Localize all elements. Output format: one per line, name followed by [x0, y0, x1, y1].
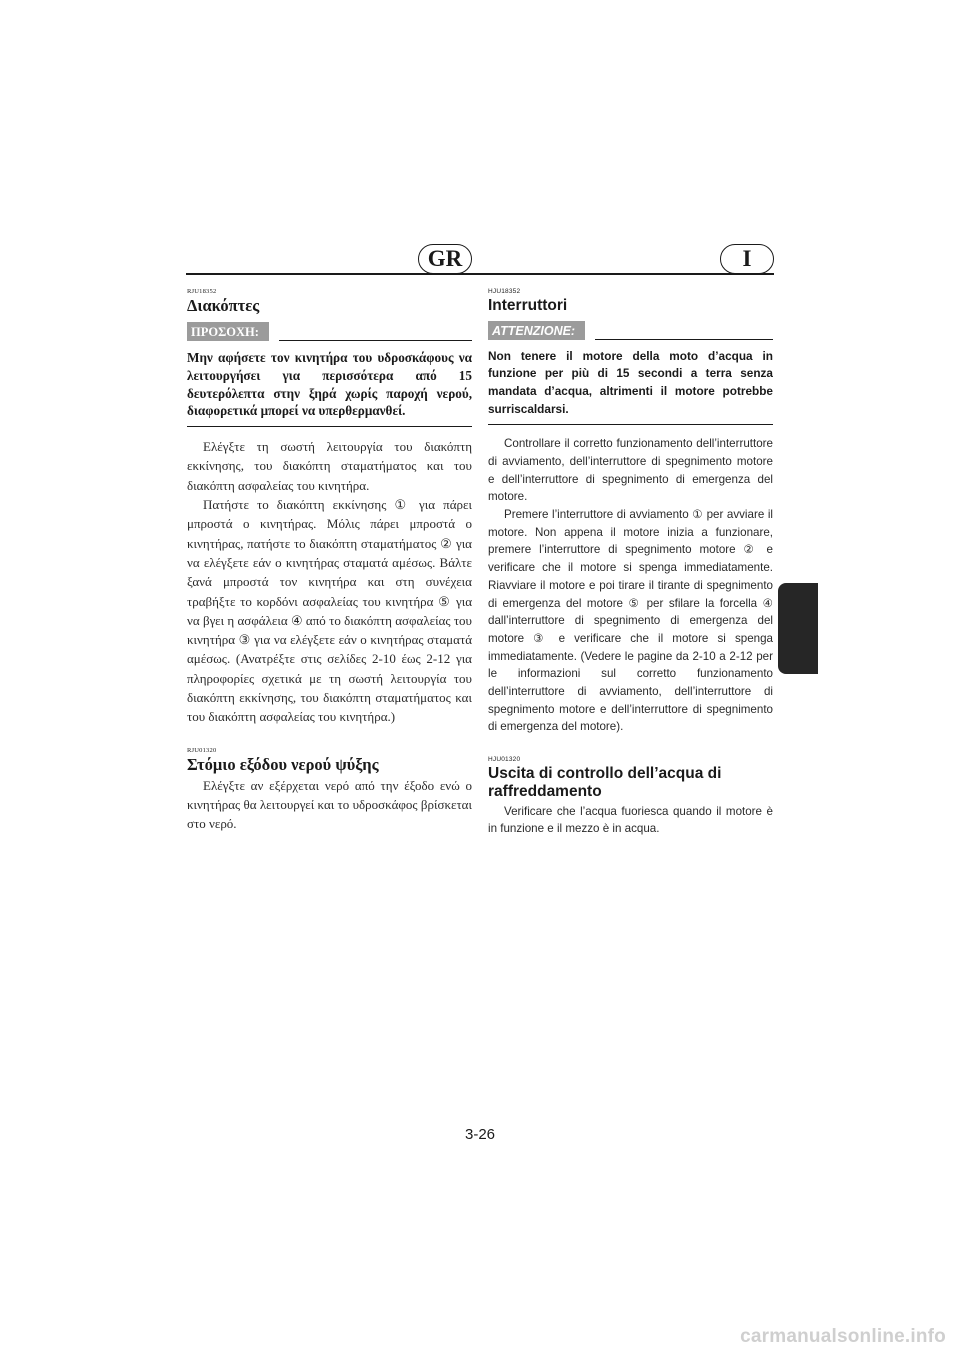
section-title: Διακόπτες [187, 296, 260, 315]
warning-header [488, 321, 773, 340]
body-paragraph: Verificare che l’acqua fuoriesca quando il motore è in funzione e il mezzo è in acqua. [488, 804, 773, 836]
page-number: 3-26 [464, 1126, 496, 1143]
language-badge-greek: GR [418, 244, 472, 274]
body-paragraph: Controllare il corretto funzionamento dell’interruttore di avviamento, dell’interruttore di spegnimento motore e dell’interruttore di spegnimento di emergenza del motore. [488, 437, 773, 504]
body-paragraph: Ελέγξτε τη σωστή λειτουργία του διακόπτη εκκίνησης, του διακόπτη σταματήματος και του διακόπτη ασφαλείας του κινητήρα. [187, 439, 472, 493]
warning-header [187, 322, 472, 341]
section-title: Uscita di controllo dell’acqua di raffreddamento [488, 765, 722, 800]
body-paragraph: Ελέγξτε αν εξέρχεται νερό από την έξοδο ενώ ο κινητήρας θα λειτουργεί και το υδροσκάφος βρίσκεται στο νερό. [187, 777, 472, 832]
italian-column [488, 288, 773, 838]
section-title: Interruttori [488, 297, 568, 314]
greek-column [187, 288, 472, 833]
body-paragraph: Πατήστε το διακόπτη εκκίνησης ① για πάρει μπροστά ο κινητήρας. Μόλις πάρει μπροστά ο κινητήρας, πατήστε το διακόπτη σταματήματος ② για να ελέγξετε εάν ο κινητήρας σταματά αμέσως. Βάλτε ξανά μπροστά τον κινητήρα και στη συνέχεια τραβήξτε το κορδόνι ασφαλείας του κινητήρα ⑤ για να βγει η ασφάλεια ④ από το διακόπτη ασφαλείας του κινητήρα ③ για να ελέγξετε εάν ο κινητήρας σταματά αμέσως. (Ανατρέξτε στις σελίδες 2-10 έως 2-12 για πληροφορίες σχετικά με τη σωστή λειτουργία του διακόπτη εκκίνησης, του διακόπτη σταματήματος και του διακόπτη ασφαλείας του κινητήρα.) [187, 497, 472, 725]
warning-label: ΠΡΟΣΟΧΗ: [187, 322, 269, 341]
section-code: HJU18352 [488, 288, 521, 295]
chapter-tab [778, 583, 818, 674]
header-rule [186, 273, 774, 275]
section-title: Στόμιο εξόδου νερού ψύξης [187, 754, 379, 774]
language-badge-italian: I [720, 244, 774, 274]
warning-text: Μην αφήσετε τον κινητήρα του υδροσκάφους να λειτουργήσει για περισσότερα από 15 δευτερόλεπτα στην ξηρά χωρίς παροχή νερού, διαφορετικά μπορεί να υπερθερμανθεί. [187, 349, 472, 427]
body-paragraph: Premere l’interruttore di avviamento ① per avviare il motore. Non appena il motore inizia a funzionare, premere l’interruttore di spegnimento motore ② e verificare che il motore si spenga immediatamente. Riavviare il motore e poi tirare il tirante di spegnimento di emergenza del motore ⑤ per sfilare la forcella ④ dall’interruttore di spegnimento di emergenza del motore ③ e verificare che il motore si spenga immediatamente. (Vedere le pagine da 2-10 a 2-12 per le informazioni sul corretto funzionamento dell’interruttore di avviamento, dell’interruttore di spegnimento motore e dell’interruttore di spegnimento di emergenza del motore). [488, 508, 773, 734]
section-code: HJU01320 [488, 756, 521, 764]
warning-rule [279, 340, 472, 341]
warning-label: ATTENZIONE: [488, 321, 585, 340]
warning-rule [595, 339, 773, 340]
watermark: carmanualsonline.info [740, 1326, 946, 1347]
warning-text: Non tenere il motore della moto d’acqua in funzione per più di 15 secondi a terra senza mandata d’acqua, altrimenti il motore potrebbe surriscaldarsi. [488, 348, 773, 425]
section-code: RJU18352 [187, 288, 217, 295]
section-code: RJU01320 [187, 746, 217, 754]
